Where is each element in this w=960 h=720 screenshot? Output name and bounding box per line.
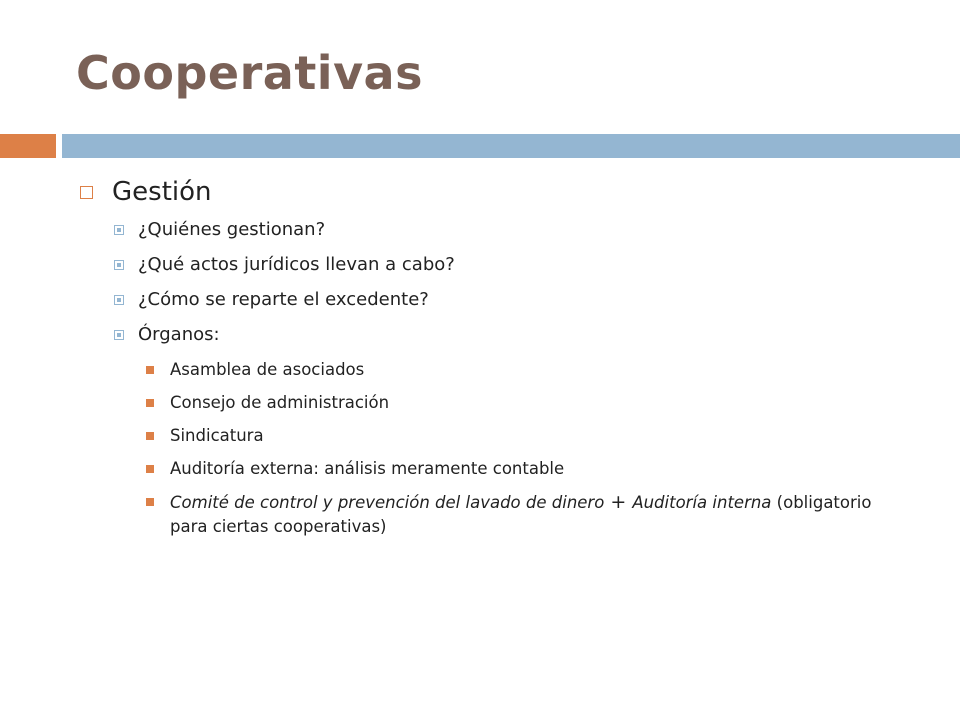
bullet-text: Sindicatura	[170, 426, 264, 445]
square-bullet-icon	[114, 260, 124, 270]
filled-square-bullet-icon	[146, 432, 154, 440]
bullet-text: ¿Quiénes gestionan?	[138, 219, 326, 240]
bullet-level3-comite	[146, 490, 914, 539]
auditoria-interna-text: Auditoría interna	[632, 493, 772, 512]
bullet-text: Auditoría externa: análisis meramente contable	[170, 459, 565, 478]
title-divider-bar	[62, 134, 960, 158]
bullet-level2-quienes	[114, 212, 914, 247]
bullet-level1-gestion	[74, 172, 914, 212]
heading-text: Gestión	[112, 177, 212, 207]
plus-text: +	[604, 491, 633, 513]
filled-square-bullet-icon	[146, 366, 154, 374]
bullet-level3-asamblea	[146, 358, 914, 382]
bullet-level2-organos	[114, 317, 914, 352]
bullet-level3-sindicatura	[146, 424, 914, 448]
comite-text: Comité de control y prevención del lavado de dinero	[170, 493, 605, 512]
bullet-text: ¿Cómo se reparte el excedente?	[138, 289, 429, 310]
bullet-text: ¿Qué actos jurídicos llevan a cabo?	[138, 254, 455, 275]
bullet-level3-consejo	[146, 391, 914, 415]
filled-square-bullet-icon	[146, 465, 154, 473]
bullet-text-comite	[170, 490, 890, 539]
obligatorio-text: (obligatorio para ciertas cooperativas)	[170, 493, 872, 536]
square-bullet-icon	[114, 225, 124, 235]
square-bullet-icon	[114, 295, 124, 305]
bullet-text: Asamblea de asociados	[170, 360, 365, 379]
hollow-square-bullet-icon	[80, 186, 93, 199]
slide-content	[74, 172, 914, 548]
title-accent-bar	[0, 134, 56, 158]
bullet-text: Consejo de administración	[170, 393, 390, 412]
square-bullet-icon	[114, 330, 124, 340]
bullet-text: Órganos:	[138, 324, 220, 345]
bullet-level2-actos	[114, 247, 914, 282]
slide-title: Cooperativas	[76, 46, 423, 100]
bullet-level2-excedente	[114, 282, 914, 317]
filled-square-bullet-icon	[146, 399, 154, 407]
filled-square-bullet-icon	[146, 498, 154, 506]
bullet-level3-auditoria-externa	[146, 457, 914, 481]
